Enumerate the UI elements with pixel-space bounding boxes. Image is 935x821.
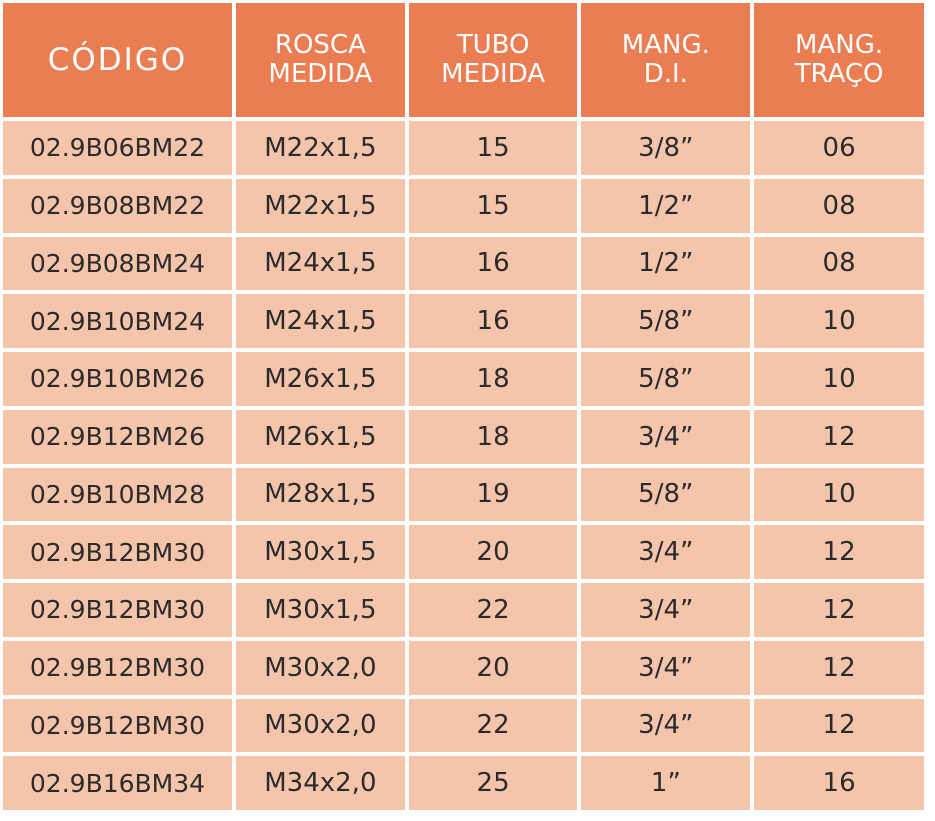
header-rosca-line-1: ROSCA bbox=[274, 30, 366, 61]
header-mang-traco-line-1: MANG. bbox=[795, 30, 884, 61]
cell-codigo: 02.9B06BM22 bbox=[3, 121, 232, 175]
cell-mang-di: 1/2” bbox=[581, 179, 750, 233]
cell-tubo: 15 bbox=[409, 121, 578, 175]
cell-codigo: 02.9B12BM30 bbox=[3, 699, 232, 753]
header-mang-di bbox=[581, 3, 750, 117]
cell-mang-di: 5/8” bbox=[581, 294, 750, 348]
cell-traco: 10 bbox=[754, 352, 924, 406]
cell-traco: 08 bbox=[754, 237, 924, 291]
cell-mang-di: 5/8” bbox=[581, 468, 750, 522]
cell-codigo: 02.9B08BM22 bbox=[3, 179, 232, 233]
cell-mang-di: 3/4” bbox=[581, 583, 750, 637]
header-codigo-line-1: CÓDIGO bbox=[47, 41, 188, 78]
table-row bbox=[3, 641, 924, 695]
cell-codigo: 02.9B12BM30 bbox=[3, 641, 232, 695]
cell-traco: 08 bbox=[754, 179, 924, 233]
table-row bbox=[3, 179, 924, 233]
cell-rosca: M22x1,5 bbox=[236, 179, 405, 233]
cell-tubo: 22 bbox=[409, 583, 578, 637]
cell-rosca: M30x2,0 bbox=[236, 641, 405, 695]
header-rosca-line-2: MEDIDA bbox=[268, 59, 373, 89]
table-row bbox=[3, 121, 924, 175]
table-row bbox=[3, 294, 924, 348]
cell-tubo: 25 bbox=[409, 756, 578, 810]
table-row bbox=[3, 525, 924, 579]
cell-tubo: 18 bbox=[409, 352, 578, 406]
header-mang-traco bbox=[754, 3, 924, 117]
cell-traco: 06 bbox=[754, 121, 924, 175]
table-row bbox=[3, 237, 924, 291]
header-mang-di-line-1: MANG. bbox=[621, 30, 710, 61]
cell-codigo: 02.9B08BM24 bbox=[3, 237, 232, 291]
cell-rosca: M26x1,5 bbox=[236, 352, 405, 406]
cell-traco: 10 bbox=[754, 468, 924, 522]
table-header bbox=[3, 3, 924, 117]
header-mang-di-line-2: D.I. bbox=[643, 59, 688, 89]
cell-mang-di: 3/4” bbox=[581, 641, 750, 695]
table-body bbox=[3, 121, 924, 810]
header-codigo bbox=[3, 3, 232, 117]
cell-tubo: 18 bbox=[409, 410, 578, 464]
header-tubo-medida bbox=[409, 3, 578, 117]
table-row bbox=[3, 756, 924, 810]
cell-codigo: 02.9B16BM34 bbox=[3, 756, 232, 810]
cell-tubo: 15 bbox=[409, 179, 578, 233]
cell-mang-di: 3/8” bbox=[581, 121, 750, 175]
cell-rosca: M30x1,5 bbox=[236, 525, 405, 579]
cell-traco: 16 bbox=[754, 756, 924, 810]
cell-traco: 12 bbox=[754, 583, 924, 637]
cell-tubo: 20 bbox=[409, 525, 578, 579]
header-tubo-line-1: TUBO bbox=[456, 30, 530, 61]
cell-codigo: 02.9B12BM26 bbox=[3, 410, 232, 464]
table-row bbox=[3, 352, 924, 406]
cell-codigo: 02.9B12BM30 bbox=[3, 583, 232, 637]
cell-rosca: M28x1,5 bbox=[236, 468, 405, 522]
header-rosca-medida bbox=[236, 3, 405, 117]
cell-mang-di: 3/4” bbox=[581, 525, 750, 579]
cell-codigo: 02.9B10BM24 bbox=[3, 294, 232, 348]
cell-tubo: 16 bbox=[409, 294, 578, 348]
header-row bbox=[3, 3, 924, 117]
cell-traco: 12 bbox=[754, 699, 924, 753]
cell-rosca: M30x2,0 bbox=[236, 699, 405, 753]
cell-rosca: M26x1,5 bbox=[236, 410, 405, 464]
table-row bbox=[3, 468, 924, 522]
cell-mang-di: 1” bbox=[581, 756, 750, 810]
cell-mang-di: 3/4” bbox=[581, 410, 750, 464]
table-row bbox=[3, 699, 924, 753]
cell-rosca: M24x1,5 bbox=[236, 237, 405, 291]
cell-rosca: M30x1,5 bbox=[236, 583, 405, 637]
cell-codigo: 02.9B10BM26 bbox=[3, 352, 232, 406]
cell-traco: 12 bbox=[754, 641, 924, 695]
cell-traco: 10 bbox=[754, 294, 924, 348]
cell-mang-di: 1/2” bbox=[581, 237, 750, 291]
cell-traco: 12 bbox=[754, 410, 924, 464]
cell-tubo: 20 bbox=[409, 641, 578, 695]
cell-rosca: M24x1,5 bbox=[236, 294, 405, 348]
cell-codigo: 02.9B12BM30 bbox=[3, 525, 232, 579]
cell-rosca: M22x1,5 bbox=[236, 121, 405, 175]
cell-mang-di: 3/4” bbox=[581, 699, 750, 753]
cell-codigo: 02.9B10BM28 bbox=[3, 468, 232, 522]
cell-rosca: M34x2,0 bbox=[236, 756, 405, 810]
cell-tubo: 19 bbox=[409, 468, 578, 522]
cell-mang-di: 5/8” bbox=[581, 352, 750, 406]
cell-tubo: 22 bbox=[409, 699, 578, 753]
table-row bbox=[3, 410, 924, 464]
table-row bbox=[3, 583, 924, 637]
header-mang-traco-line-2: TRAÇO bbox=[794, 59, 884, 89]
cell-tubo: 16 bbox=[409, 237, 578, 291]
header-tubo-line-2: MEDIDA bbox=[441, 59, 546, 89]
cell-traco: 12 bbox=[754, 525, 924, 579]
